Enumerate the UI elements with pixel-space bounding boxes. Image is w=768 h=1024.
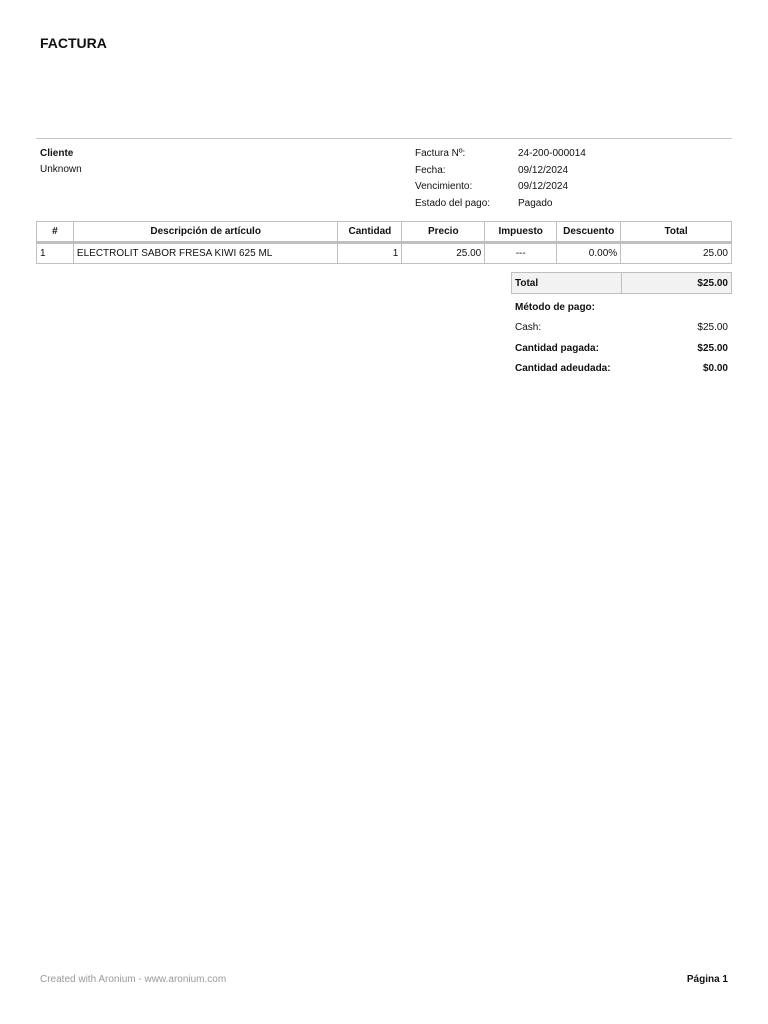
cell-description: ELECTROLIT SABOR FRESA KIWI 625 ML <box>73 243 337 264</box>
cell-total: 25.00 <box>621 243 732 264</box>
meta-value: Pagado <box>518 197 553 209</box>
payment-line-label: Cash: <box>515 322 542 334</box>
cell-price: 25.00 <box>402 243 485 264</box>
client-label: Cliente <box>40 148 74 159</box>
payment-line-value: $25.00 <box>697 322 728 334</box>
meta-row-date <box>415 165 586 182</box>
payment-line-due <box>511 359 732 379</box>
payment-method-label: Método de pago: <box>515 302 595 313</box>
meta-key: Fecha: <box>415 164 446 176</box>
cell-index: 1 <box>37 243 74 264</box>
column-header: Descuento <box>557 222 621 243</box>
column-header: Total <box>621 222 732 243</box>
header-divider <box>36 138 732 139</box>
cell-discount: 0.00% <box>557 243 621 264</box>
cell-tax: --- <box>485 243 557 264</box>
invoice-meta <box>415 148 586 214</box>
payment-line-cash <box>511 318 732 338</box>
client-block <box>40 148 82 176</box>
meta-key: Vencimiento: <box>415 181 473 192</box>
meta-value: 24-200-000014 <box>518 148 586 159</box>
client-name: Unknown <box>40 164 82 175</box>
table-row <box>37 243 732 264</box>
payment-method-title <box>511 298 732 318</box>
totals-table <box>511 272 732 294</box>
meta-key: Estado del pago: <box>415 197 491 209</box>
payment-line-label: Cantidad adeudada: <box>515 362 611 374</box>
total-label: Total <box>512 273 622 294</box>
page-number: Página 1 <box>686 974 728 985</box>
items-table <box>36 221 732 264</box>
column-header: Cantidad <box>338 222 402 243</box>
payment-summary <box>511 298 732 379</box>
payment-line-value: $0.00 <box>702 362 728 374</box>
payment-line-paid <box>511 339 732 359</box>
payment-line-label: Cantidad pagada: <box>515 342 599 354</box>
meta-value: 09/12/2024 <box>518 164 569 176</box>
column-header: Impuesto <box>485 222 557 243</box>
meta-row-payment-status <box>415 198 586 215</box>
document-title: FACTURA <box>40 35 107 51</box>
column-header: Precio <box>402 222 485 243</box>
meta-row-due-date <box>415 181 586 198</box>
cell-quantity: 1 <box>338 243 402 264</box>
footer-credit: Created with Aronium - www.aronium.com <box>40 974 227 985</box>
column-header: # <box>37 222 74 243</box>
total-value: $25.00 <box>622 273 732 294</box>
payment-line-value: $25.00 <box>697 342 728 354</box>
meta-key: Factura Nº: <box>415 148 466 159</box>
meta-value: 09/12/2024 <box>518 181 569 192</box>
total-row <box>512 273 732 294</box>
meta-row-invoice-number <box>415 148 586 165</box>
table-header-row <box>37 222 732 243</box>
column-header: Descripción de artículo <box>73 222 337 243</box>
